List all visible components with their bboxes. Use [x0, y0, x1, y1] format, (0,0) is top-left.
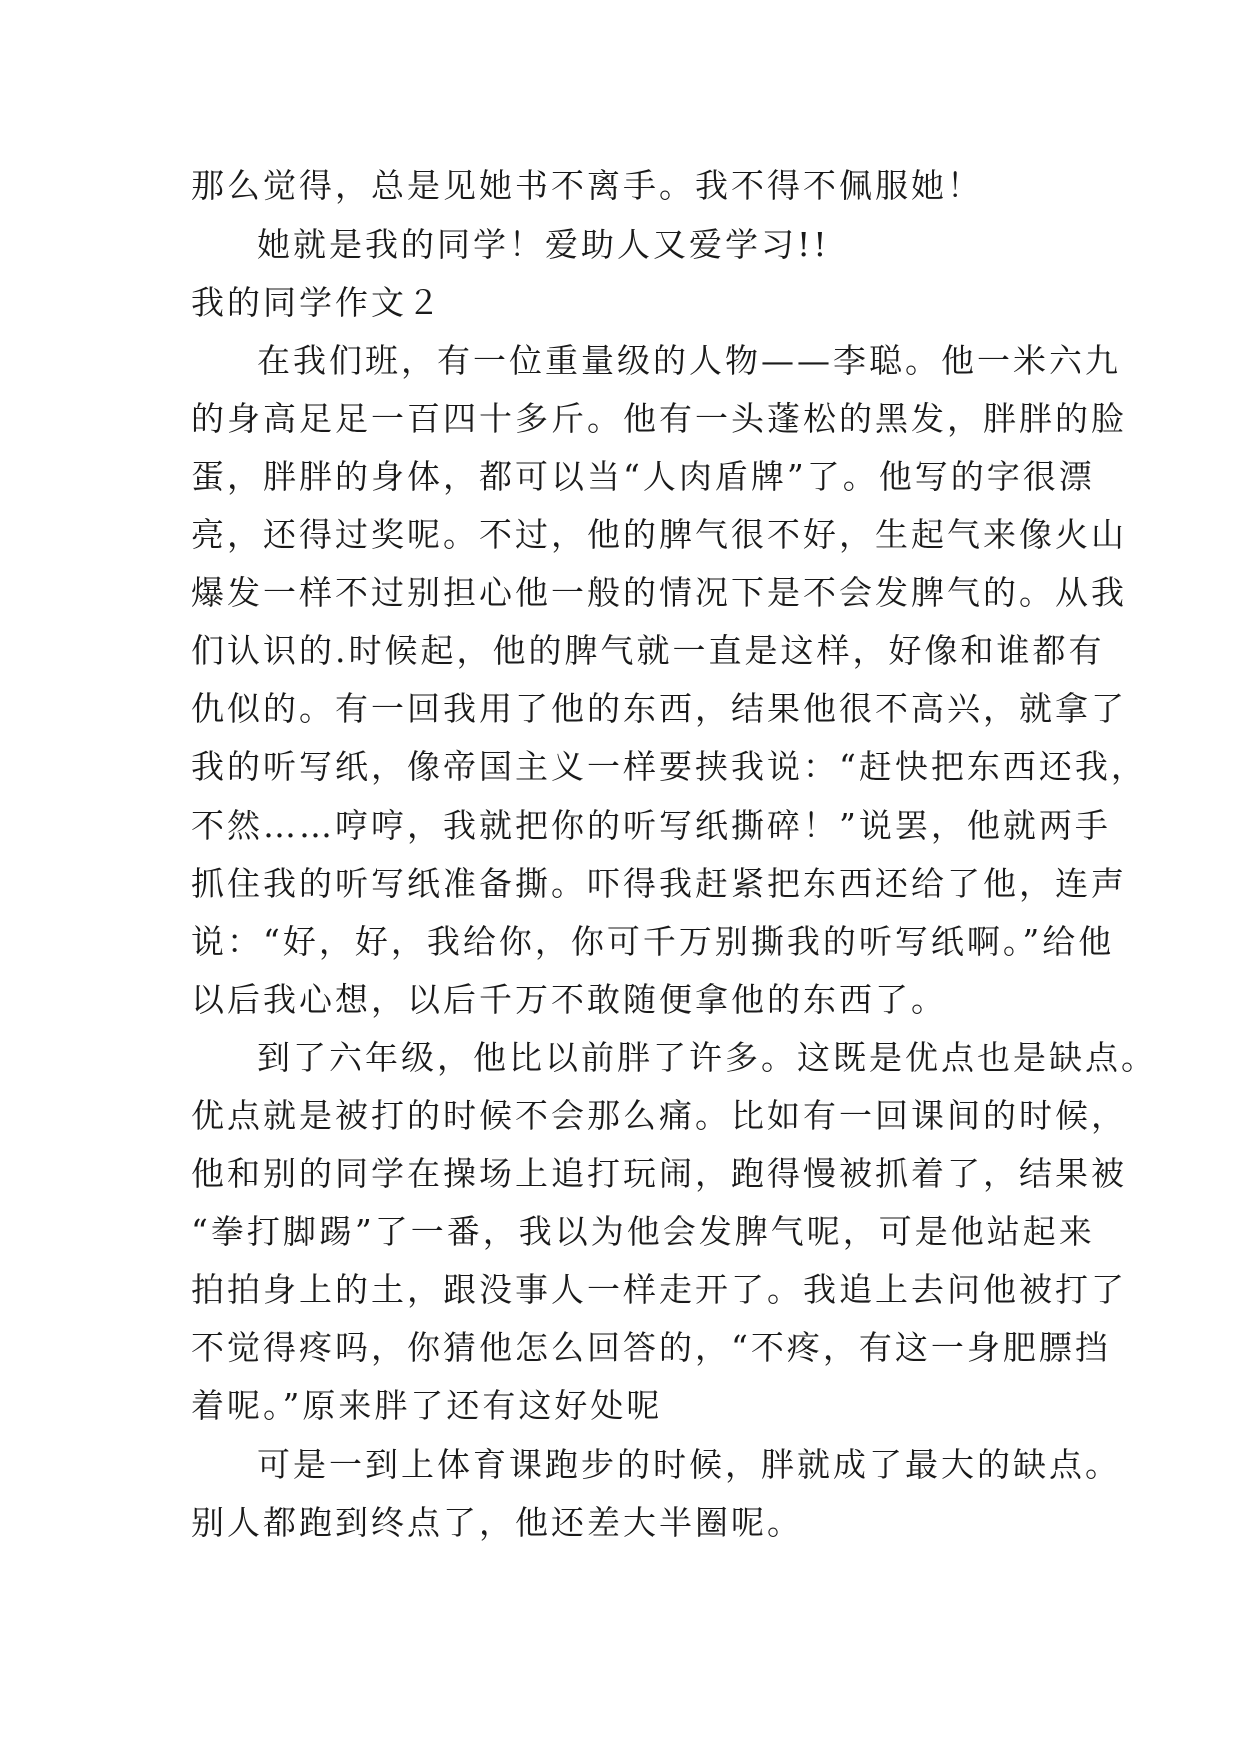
text-line: 她就是我的同学！爱助人又爱学习!!	[257, 225, 830, 264]
text-line: “拳打脚踢”了一番，我以为他会发脾气呢，可是他站起来	[191, 1212, 1095, 1251]
text-line: 抓住我的听写纸准备撕。吓得我赶紧把东西还给了他，连声	[191, 864, 1127, 903]
text-line: 可是一到上体育课跑步的时候，胖就成了最大的缺点。	[257, 1445, 1121, 1484]
text-line: 到了六年级，他比以前胖了许多。这既是优点也是缺点。	[257, 1038, 1157, 1077]
text-line: 拍拍身上的土，跟没事人一样走开了。我追上去问他被打了	[191, 1270, 1127, 1309]
text-line: 不然……哼哼，我就把你的听写纸撕碎！”说罢，他就两手	[191, 806, 1111, 845]
text-line: 在我们班，有一位重量级的人物——李聪。他一米六九	[257, 341, 1121, 380]
text-line: 们认识的.时候起，他的脾气就一直是这样，好像和谁都有	[191, 631, 1105, 670]
section-heading: 我的同学作文２	[191, 283, 443, 322]
text-line: 以后我心想，以后千万不敢随便拿他的东西了。	[191, 980, 947, 1019]
text-line: 着呢。”原来胖了还有这好处呢	[191, 1386, 663, 1425]
text-line: 蛋，胖胖的身体，都可以当“人肉盾牌”了。他写的字很漂	[191, 457, 1095, 496]
text-line: 那么觉得，总是见她书不离手。我不得不佩服她！	[191, 166, 983, 205]
text-line: 他和别的同学在操场上追打玩闹，跑得慢被抓着了，结果被	[191, 1154, 1127, 1193]
text-line: 不觉得疼吗，你猜他怎么回答的，“不疼，有这一身肥膘挡	[191, 1328, 1111, 1367]
text-line: 别人都跑到终点了，他还差大半圈呢。	[191, 1503, 803, 1542]
text-line: 优点就是被打的时候不会那么痛。比如有一回课间的时候，	[191, 1096, 1127, 1135]
text-line: 的身高足足一百四十多斤。他有一头蓬松的黑发，胖胖的脸	[191, 399, 1127, 438]
text-line: 说：“好，好，我给你，你可千万别撕我的听写纸啊。”给他	[191, 922, 1115, 961]
text-line: 我的听写纸，像帝国主义一样要挟我说：“赶快把东西还我，	[191, 747, 1147, 786]
text-line: 仇似的。有一回我用了他的东西，结果他很不高兴，就拿了	[191, 689, 1127, 728]
text-line: 爆发一样不过别担心他一般的情况下是不会发脾气的。从我	[191, 573, 1127, 612]
text-line: 亮，还得过奖呢。不过，他的脾气很不好，生起气来像火山	[191, 515, 1127, 554]
